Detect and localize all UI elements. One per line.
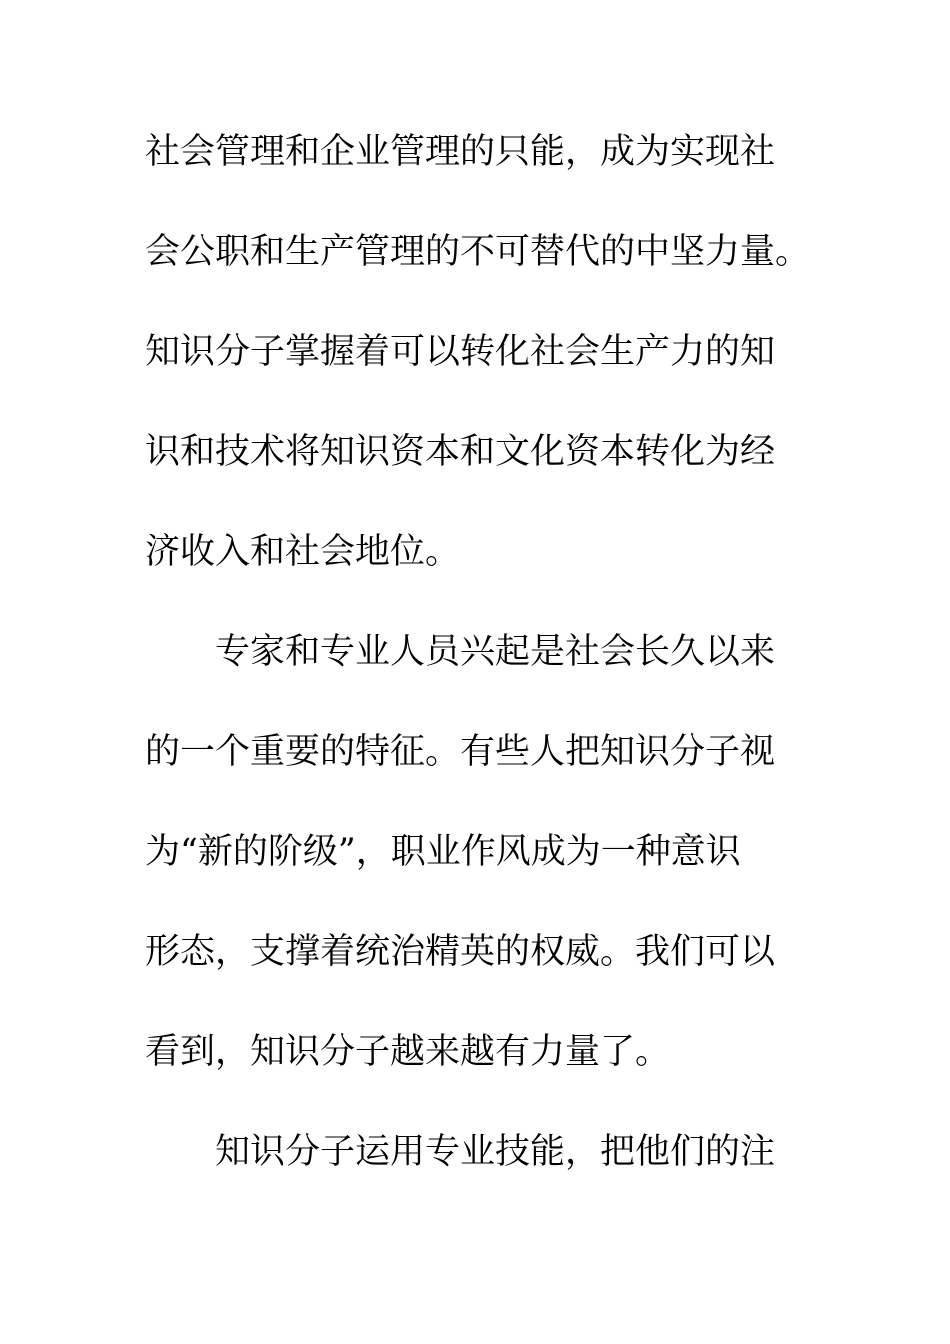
- text-line: 社会管理和企业管理的只能，成为实现社: [145, 132, 776, 172]
- paragraph-first-line: 知识分子运用专业技能，把他们的注: [215, 1132, 776, 1172]
- text-line: 会公职和生产管理的不可替代的中坚力量。: [145, 232, 811, 272]
- text-line: 济收入和社会地位。: [145, 532, 461, 572]
- text-line: 的一个重要的特征。有些人把知识分子视: [145, 732, 776, 772]
- text-line: 看到，知识分子越来越有力量了。: [145, 1032, 671, 1072]
- text-line: 形态，支撑着统治精英的权威。我们可以: [145, 932, 776, 972]
- text-line: 为“新的阶级”，职业作风成为一种意识: [145, 832, 741, 872]
- text-line: 识和技术将知识资本和文化资本转化为经: [145, 432, 776, 472]
- paragraph-first-line: 专家和专业人员兴起是社会长久以来: [215, 632, 776, 672]
- text-line: 知识分子掌握着可以转化社会生产力的知: [145, 332, 776, 372]
